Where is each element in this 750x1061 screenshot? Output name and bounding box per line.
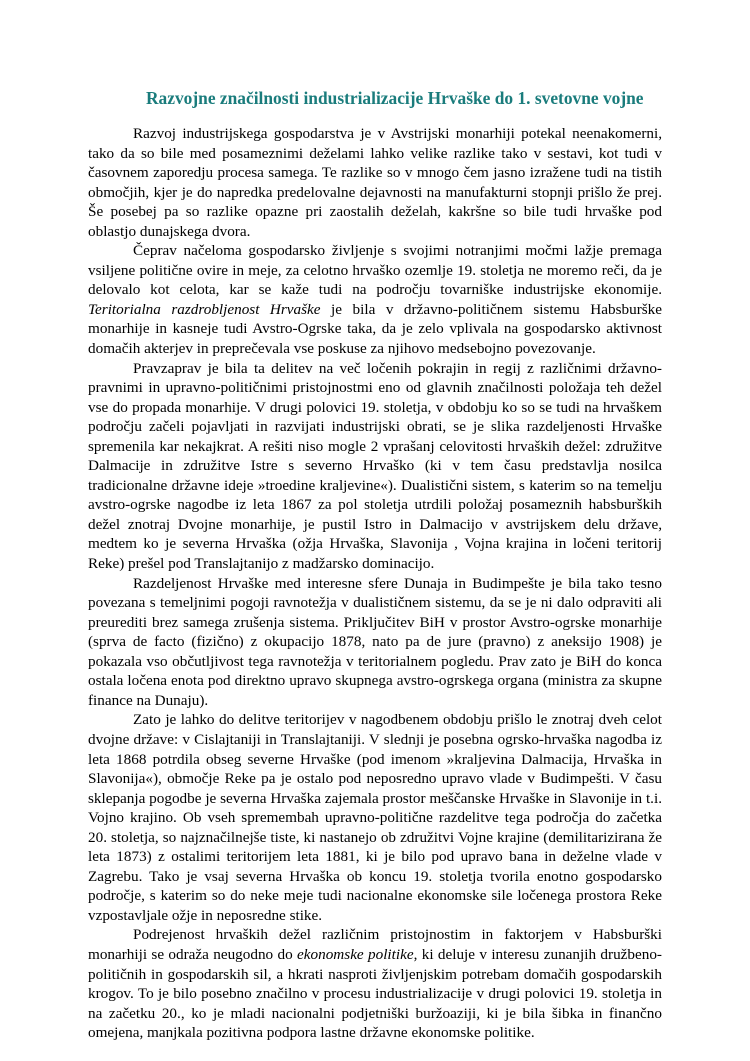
- paragraph-6: [88, 925, 662, 1042]
- document-title: Razvojne značilnosti industrializacije Hrvaške do 1. svetovne vojne: [146, 88, 644, 108]
- paragraph-3: Pravzaprav je bila ta delitev na več ločenih pokrajin in regij z različnimi državno-pravnimi in upravno-političnimi pristojnostmi eno od glavnih značilnosti položaja teh dežel vse do propada monarhije. V drugi polovici 19. stoletja, v obdobju ko so se tudi na hrvaškem področju začeli pojavljati in razvijati industrijski obrati, se je slika razdeljenosti Hrvaške spremenila kar nekajkrat. A rešiti niso mogle 2 vprašanj celovitosti hrvaških dežel: združitve Dalmacije in združitve Istre s severno Hrvaško (ki v tem času predstavlja nosilca tradicionalne državne ideje »troedine kraljevine«). Dualistični sistem, s katerim so na temelju avstro-ogrske nagodbe iz leta 1867 za pol stoletja utrdili položaj posameznih habsburških dežel znotraj Dvojne monarhije, je pustil Istro in Dalmacijo v avstrijskem delu države, medtem ko je severna Hrvaška (ožja Hrvaška, Slavonija , Vojna krajina in ločeni teritorij Reke) prešel pod Translajtanijo z madžarsko dominacijo.: [88, 359, 662, 573]
- paragraph-2-text-b: je bila v državno-političnem sistemu Habsburške monarhije in kasneje tudi Avstro-Ogrske taka, da je zelo vplivala na gospodarsko aktivnost domačih akterjev in preprečevala vse poskuse za njihovo medsebojno povezovanje.: [88, 300, 662, 358]
- paragraph-5: Zato je lahko do delitve teritorijev v nagodbenem obdobju prišlo le znotraj dveh celot dvojne države: v Cislajtaniji in Translajtaniji. V slednji je posebna ogrsko-hrvaška nagodba iz leta 1868 potrdila obseg severne Hrvaške (pod imenom »kraljevina Dalmacija, Hrvaška in Slavonija«), območje Reke pa je ostalo pod neposredno upravo vlade v Budimpešti. V času sklepanja pogodbe je severna Hrvaška zajemala prostor meščanske Hrvaške in Slavonije in t.i. Vojno krajino. Ob vseh spremembah upravno-politične razdelitve tega področja do začetka 20. stoletja, so najznačilnejše tiste, ki nastanejo ob združitvi Vojne krajine (demilitarizirana že leta 1873) z ostalimi teritorijem leta 1881, ki je bilo pod upravo bana in deželne vlade v Zagrebu. Tako je vsaj severna Hrvaška ob koncu 19. stoletja tvorila enotno gospodarsko področje, s katerim so do neke meje tudi nacionalne ekonomske sile ločenega prostora Reke vzpostavljale ožje in neposredne stike.: [88, 711, 662, 924]
- paragraph-6-text-a: Podrejenost hrvaških dežel različnim pristojnostim in faktorjem v Habsburški monarhiji se odraža neugodno do: [88, 926, 662, 963]
- paragraph-2-italic: Teritorialna razdrobljenost Hrvaške: [88, 300, 321, 318]
- document-page: [88, 86, 662, 1043]
- paragraph-2: [88, 241, 662, 358]
- paragraph-6-italic: ekonomske politike: [297, 945, 414, 963]
- paragraph-4: Razdeljenost Hrvaške med interesne sfere Dunaja in Budimpešte je bila tako tesno povezana s temeljnimi pogoji ravnotežja v dualističnem sistemu, da se je ni dalo odpraviti ali preurediti brez samega zrušenja sistema. Priključitev BiH v prostor Avstro-ogrske monarhije (sprva de facto (fizično) z okupacijo 1878, nato pa de jure (pravno) z aneksijo 1908) je pokazala vso občutljivost tega ravnotežja v teritorialnem pogledu. Prav zato je BiH do konca ostala ločena enota pod direktno upravo skupnega avstro-ogrskega organa (ministra za skupne finance na Dunaju).: [88, 574, 662, 709]
- paragraph-2-text-a: Čeprav načeloma gospodarsko življenje s svojimi notranjimi močmi lažje premaga vsiljene politične ovire in meje, za celotno hrvaško ozemlje 19. stoletja ne moremo reči, da je delovalo kot celota, kar se kaže tudi na področju tovarniške industrijske ekonomije.: [88, 242, 662, 299]
- paragraph-1: Razvoj industrijskega gospodarstva je v Avstrijski monarhiji potekal neenakomerni, tako da so bile med posameznimi deželami lahko velike razlike tako v sestavi, kot tudi v časovnem zaporedju procesa samega. Te razlike so v mnogo čem jasno izražene tudi na tistih območjih, kjer je do napredka predelovalne dejavnosti na manufakturni stopnji prišlo že prej. Še posebej pa so razlike opazne pri zaostalih deželah, kakršne so bile tudi hrvaške pod oblastjo dunajskega dvora.: [88, 125, 662, 240]
- paragraph-6-text-b: , ki deluje v interesu zunanjih družbeno-političnih in gospodarskih sil, a hkrati nasproti življenjskim potrebam domačih gospodarskih krogov. To je bilo posebno značilno v procesu industrializacije v drugi polovici 19. stoletja in na začetku 20., ko je mladi nacionalni podjetniški buržoaziji, ki je bila šibka in finančno omejena, manjkala pozitivna podpora lastne državne ekonomske politike.: [88, 945, 662, 1042]
